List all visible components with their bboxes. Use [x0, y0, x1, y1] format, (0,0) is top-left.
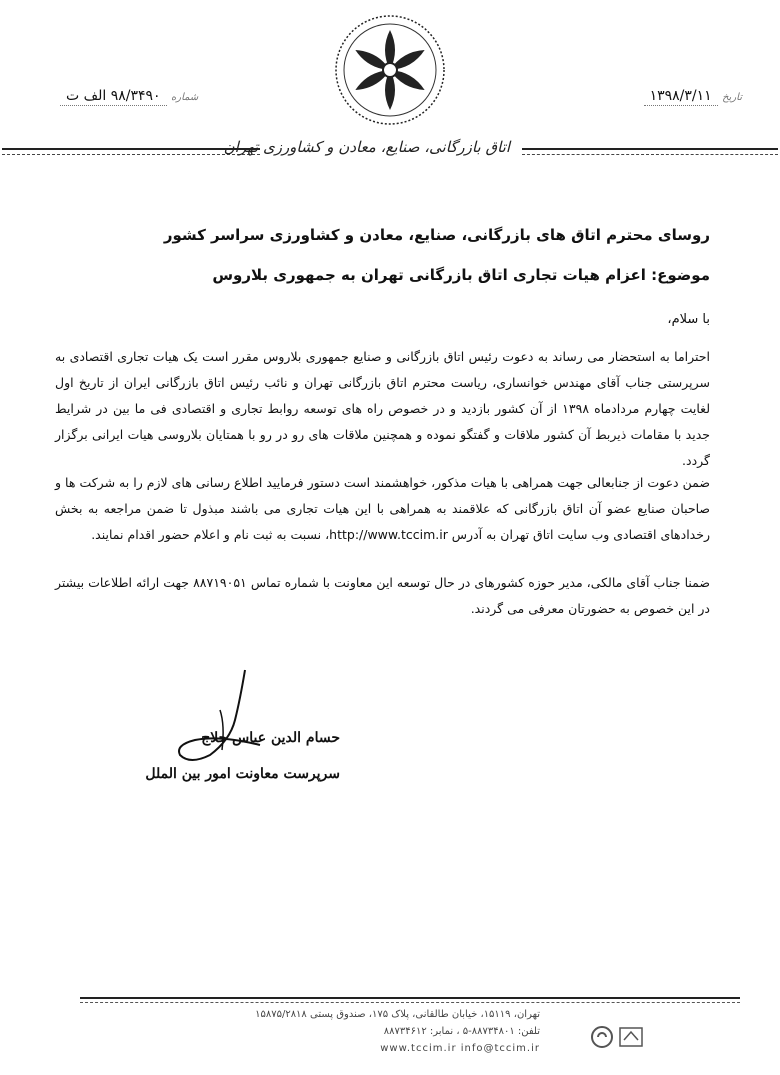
- date-value: ۱۳۹۸/۳/۱۱: [644, 88, 718, 106]
- footer-address: تهران، ۱۵۱۱۹، خیابان طالقانی، پلاک ۱۷۵، صندوق پستی ۱۵۸۷۵/۲۸۱۸: [255, 1009, 540, 1020]
- greeting: با سلام،: [667, 312, 710, 327]
- handwritten-signature: [150, 660, 310, 780]
- footer-contact: [200, 1006, 540, 1057]
- footer-phone: تلفن: ۸۸۷۳۴۸۰۱-۵ ، نمابر: ۸۸۷۳۴۶۱۲: [383, 1026, 540, 1037]
- signer-title: سرپرست معاونت امور بین الملل: [145, 766, 340, 782]
- body-paragraph: احتراما به استحضار می رساند به دعوت رئیس اتاق بازرگانی و صنایع جمهوری بلاروس مقرر است یک هیات تجاری اقتصادی به سرپرستی جناب آقای مهندس خوانساری، ریاست محترم اتاق بازرگانی تهران و نائب رئیس اتاق بازرگانی ایران از تاریخ اول لغایت چهارم مردادماه ۱۳۹۸ از آن کشور بازدید و در خصوص راه های توسعه روابط تجاری و اقتصادی فی ما بین در شرایط جدید با مقامات ذیربط آن کشور ملاقات و گفتگو نموده و همچنین ملاقات های رو در رو با همتایان بلاروسی هیات ایرانی برگزار گردد.: [55, 349, 710, 468]
- organization-name: اتاق بازرگانی، صنایع، معادن و کشاورزی تهران: [223, 138, 510, 156]
- chamber-emblem-icon: [330, 10, 450, 130]
- footer-web: www.tccim.ir info@tccim.ir: [380, 1043, 540, 1054]
- footer-divider: [80, 997, 740, 1003]
- number-value: ۹۸/۳۴۹۰ الف ت: [60, 88, 167, 106]
- letter-number: [60, 88, 198, 104]
- letter-date: [644, 88, 742, 104]
- number-label: شماره: [171, 92, 199, 103]
- body-paragraph: ضمنا جناب آقای مالکی، مدیر حوزه کشورهای در حال توسعه این معاونت با شماره تماس ۸۸۷۱۹۰۵۱ جهت ارائه اطلاعات بیشتر در این خصوص به حضورتان معرفی می گردند.: [55, 575, 710, 616]
- body-paragraph: ضمن دعوت از جنابعالی جهت همراهی با هیات مذکور، خواهشمند است دستور فرمایید اطلاع رسانی های لازم را به شرکت ها و صاحبان صنایع عضو آن اتاق بازرگانی که علاقمند به همراهی با این هیات تجاری می باشند مبذول تا ضمن مراجعه به بخش رخدادهای اقتصادی وب سایت اتاق تهران به آدرس http://www.tccim.ir، نسبت به ثبت نام و اعلام حضور اقدام نمایند.: [55, 475, 710, 542]
- date-label: تاریخ: [722, 92, 742, 103]
- recipient-line: روسای محترم اتاق های بازرگانی، صنایع، معادن و کشاورزی سراسر کشور: [163, 226, 710, 244]
- subject-line: موضوع: اعزام هیات تجاری اتاق بازرگانی تهران به جمهوری بلاروس: [212, 266, 710, 284]
- certification-logos-icon: [590, 1022, 650, 1052]
- signer-name: حسام الدین عباس حلاج: [201, 730, 340, 746]
